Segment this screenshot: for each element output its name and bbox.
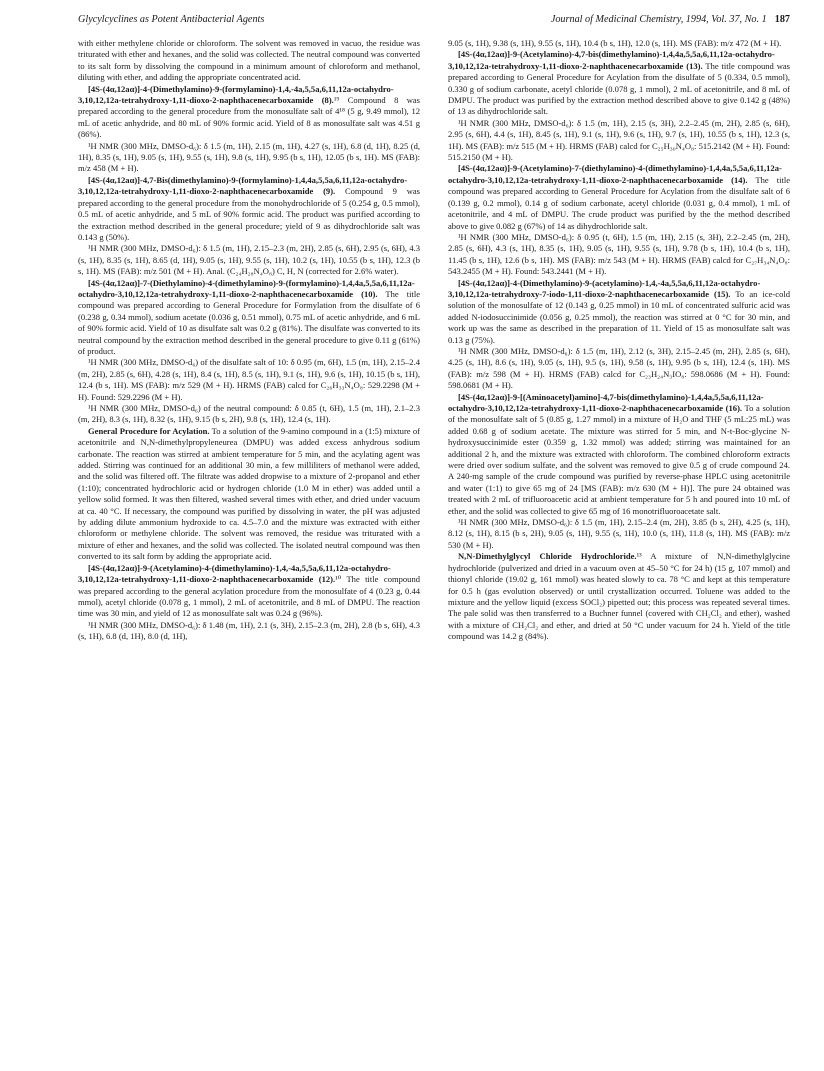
paragraph-text: ¹H NMR (300 MHz, DMSO-d₆): δ 1.5 (m, 1H), 2.15 (m, 1H), 4.27 (s, 1H), 6.8 (d, 1H), 8.25 (d, 1H), 8.35 (s, 1H), 9.05 (s, 1H), 9.55 (s, 1H), 9.8 (s, 1H), 9.95 (b s, 1H), 12.05 (b s, 1H). MS (FAB): m/z 458 (M + H). bbox=[78, 140, 420, 174]
entry-text: The title compound was prepared according to General Procedure for Acylation from the disulfate salt of 6 (0.139 g, 0.2 mmol), 0.14 g of sodium carbonate, acetyl chloride (0.031 g, 0.4 mmol), 1 mL of acetonitrile, and 4 mL of DMPU. The crude product was purified by the the method described above to give 0.082 g (67%) of 14 as dihydrochloride salt. bbox=[448, 174, 790, 231]
compound-entry bbox=[78, 426, 420, 563]
entry-text: The title compound was prepared according to General Procedure for Acylation from the disulfate of 5 (0.334, 0.5 mmol), 0.330 g of sodium carbonate, acetyl chloride (0.078 g, 1 mmol), 2 mL of acetonitrile, and 8 mL of DMPU. The product was purified by the extraction method described above to give 0.142 g (48%) of 13 as dihydrochloride salt. bbox=[448, 60, 790, 117]
paragraph-text: ¹H NMR (300 MHz, DMSO-d₆): δ 1.5 (m, 1H), 2.15–2.4 (m, 2H), 3.85 (b s, 2H), 4.25 (s, 1H), 8.12 (s, 1H), 8.15 (b s, 2H), 9.05 (s, 1H), 9.55 (s, 1H), 10.0 (s, 1H), 11.8 (s, 1H). MS (FAB): m/z 530 (M + H). bbox=[448, 517, 790, 550]
paragraph-text: ¹H NMR (300 MHz, DMSO-d₆) of the disulfate salt of 10: δ 0.95 (m, 6H), 1.5 (m, 1H), 2.15–2.4 (m, 2H), 2.85 (s, 6H), 4.28 (s, 1H), 8.4 (s, 1H), 8.5 (s, 1H), 9.1 (s, 1H), 9.6 (s, 1H), 10.15 (b s, 1H), 12.4 (b s, 1H). MS (FAB): m/z 529 (M + H). HRMS (FAB) calcd for C₂₆H₃₃N₄O₈: 529.2298 (M + H). Found: 529.2296 (M + H). bbox=[78, 357, 420, 402]
compound-entry bbox=[78, 175, 420, 243]
compound-entry bbox=[448, 49, 790, 117]
entry-text: To a solution of the monosulfate salt of 5 (0.85 g, 1.27 mmol) in a mixture of H₂O and THF (5 mL:25 mL) was added 0.68 g of sodium acetate. The mixture was stirred for 5 min, and N-t-Boc-glycine N-hydroxysuccinimide ester (0.359 g, 1.32 mmol) was added; stirring was maintained for an additional 2 h, and the mixture was extracted with chloroform. The combined chloroform extracts were dried over sodium sulfate, and the solvent was removed to give 0.5 g of crude compound 24. A 240-mg sample of the crude compound was purified by reverse-phase HPLC using acetonitrile and water (1:1) to give 65 mg of 24 [MS (FAB): m/z 630 (M + H)]. The pure 24 obtained was treated with 2 mL of trifluoroacetic acid at ambient temperature for 5 h and poured into 10 mL of ether, and the solid was collected to give 65 mg of 16 monotrifluoroacetate salt. bbox=[448, 403, 790, 516]
paragraph-text: ¹H NMR (300 MHz, DMSO-d₆) of the neutral compound: δ 0.85 (t, 6H), 1.5 (m, 1H), 2.1–2.3 (m, 2H), 8.3 (s, 1H), 8.32 (s, 1H), 9.15 (b s, 2H), 9.8 (s, 1H), 12.4 (s, 1H). bbox=[78, 403, 420, 425]
running-head-title: Glycylcyclines as Potent Antibacterial Agents bbox=[78, 14, 265, 25]
two-column-body bbox=[78, 38, 790, 643]
entry-text: To an ice-cold solution of the monosulfate of 12 (0.143 g, 0.25 mmol) in 10 mL of concentrated sulfuric acid was added N-iodosuccinimide (0.056 g, 0.25 mmol), the reaction was stirred at 0 °C for 30 min, and work up was the same as described in the preparation of 11. Yield of 15 as monosulfate salt was 0.13 g (75%). bbox=[448, 288, 790, 345]
compound-title: [4S-(4α,12aα)]-4-(Dimethylamino)-9-(formylamino)-1,4,-4a,5,5a,6,11,12a-octahydro-3,10,12,12a-tetrahydroxy-1,11-dioxo-2-naphthacenecarboxamide (8). bbox=[78, 83, 394, 106]
compound-entry bbox=[448, 392, 790, 517]
page-number: 187 bbox=[774, 14, 790, 25]
paragraph-text: ¹H NMR (300 MHz, DMSO-d₆): δ 1.5 (m, 1H), 2.15–2.3 (m, 2H), 2.85 (s, 6H), 2.95 (s, 6H), 4.3 (s, 1H), 8.35 (s, 1H), 8.65 (d, 1H), 9.05 (s, 1H), 9.55 (s, 1H), 10.2 (s, 1H), 10.55 (b s, 1H), 12.3 (b s, 1H). MS (FAB): m/z 501 (M + H). Anal. (C₂₄H₂₈N₄O₈) C, H, N (corrected for 2.6% water). bbox=[78, 243, 420, 277]
nmr-paragraph bbox=[448, 118, 790, 164]
paragraph-text: 9.05 (s, 1H), 9.38 (s, 1H), 9.55 (s, 1H), 10.4 (b s, 1H), 12.0 (s, 1H). MS (FAB): m/z 472 (M + H). bbox=[448, 38, 782, 48]
compound-title: [4S-(4α,12aα)]-9-(Acetylamino)-4,7-bis(dimethylamino)-1,4,4a,5,5a,6,11,12a-octahydro-3,10,12,12a-tetrahydroxy-1,11-dioxo-2-naphthacenecarboxamide (13). bbox=[448, 49, 775, 71]
nmr-paragraph bbox=[78, 357, 420, 403]
compound-entry bbox=[78, 563, 420, 620]
paragraph-text: ¹H NMR (300 MHz, DMSO-d₆): δ 1.48 (m, 1H), 2.1 (s, 3H), 2.15–2.3 (m, 2H), 2.8 (b s, 6H), 4.3 (s, 1H), 6.8 (d, 1H), 8.0 (d, 1H), bbox=[78, 619, 420, 642]
nmr-paragraph bbox=[78, 141, 420, 175]
paragraph-text: ¹H NMR (300 MHz, DMSO-d₆): δ 0.95 (t, 6H), 1.5 (m, 1H), 2.15 (s, 3H), 2.2–2.45 (m, 2H), 2.85 (s, 6H), 4.3 (s, 1H), 8.35 (s, 1H), 9.05 (s, 1H), 9.55 (s, 1H), 9.78 (b s, 1H), 10.4 (b s, 1H), 11.45 (b s, 1H), 12.6 (b s, 1H). MS (FAB): m/z 543 (M + H). HRMS (FAB) calcd for C₂₇H₃₄N₄O₈: 543.2455 (M + H). Found: 543.2441 (M + H). bbox=[448, 231, 790, 277]
compound-title: [4S-(4α,12aα)]-4-(Dimethylamino)-9-(acetylamino)-1,4,-4a,5,5a,6,11,12a-octahydro-3,10,12,12a-tetrahydroxy-7-iodo-1,11-dioxo-2-naphthacenecarboxamide (15). bbox=[448, 277, 761, 299]
entry-text: ¹⁹ Compound 8 was prepared according to the general procedure from the monosulfate salt of 4¹⁸ (5 g, 9.49 mmol), 12 mL of acetic anhydride, and 80 mL of 90% formic acid. Yield of 8 as monosulfate salt was 4.51 g (86%). bbox=[78, 95, 420, 140]
running-head-journal bbox=[551, 14, 790, 25]
compound-entry bbox=[448, 551, 790, 642]
nmr-paragraph bbox=[448, 232, 790, 278]
entry-text: ¹⁰ The title compound was prepared according to the general acylation procedure from the monosulfate of 4 (0.23 g, 0.44 mmol), acetyl chloride (0.078 g, 1 mmol), 2 mL of acetonitrile, and 8 mL of DMPU. The reaction time was 30 min, and yield of 12 as monosulfate salt was 0.24 g (96%). bbox=[78, 574, 421, 619]
compound-title: [4S-(4α,12aα)]-9-[(Aminoacetyl)amino]-4,7-bis(dimethylamino)-1,4,4a,5,5a,6,11,12a-octahydro-3,10,12,12a-tetrahydroxy-1,11-dioxo-2-naphthacenecarboxamide (16). bbox=[448, 391, 764, 413]
entry-text: Compound 9 was prepared according to the general procedure from the monohydrochloride of 5 (0.254 g, 0.5 mmol), 0.5 mL of acetic anhydride, and 5 mL of 90% formic acid. The product was purified according to the extraction method described in the general procedure; yield of 9 as dihydrochloride salt was 0.143 g (50%). bbox=[78, 186, 420, 242]
nmr-paragraph bbox=[78, 243, 420, 277]
paragraph-text: ¹H NMR (300 MHz, DMSO-d₆): δ 1.5 (m, 1H), 2.15 (s, 3H), 2.2–2.45 (m, 2H), 2.85 (s, 6H), 2.95 (s, 6H), 4.4 (s, 1H), 8.45 (s, 1H), 9.1 (s, 1H), 9.6 (s, 1H), 9.7 (s, 1H), 10.55 (b s, 1H), 12.3 (s, 1H). MS (FAB): m/z 515 (M + H). HRMS (FAB) calcd for C₂₅H₃₀N₄O₈: 515.2142 (M + H). Found: 515.2150 (M + H). bbox=[448, 117, 790, 163]
compound-entry bbox=[78, 278, 420, 358]
compound-title: [4S-(4α,12aα)]-4,7-Bis(dimethylamino)-9-(formylamino)-1,4,4a,5,5a,6,11,12a-octahydro-3,10,12,12a-tetrahydroxy-1,11-dioxo-2-naphthacenecarboxamide (9). bbox=[78, 174, 408, 197]
compound-entry bbox=[78, 84, 420, 141]
entry-text: To a solution of the 9-amino compound in a (1:5) mixture of acetonitrile and N,N-dimethylpropyleneurea (DMPU) was added excess anhydrous sodium carbonate. The reaction was stirred at ambient temperature for 5 min, and the acylating agent was added. Stirring was continued for an additional 30 min, a few milliliters of methanol were added, and the solid was filtered off. The filtrate was added dropwise to a mixture of 2-propanol and ether (1:10); concentrated hydrochloric acid or hydrogen chloride (1.0 M in ether) was added until a yellow solid formed. It was then filtered, washed several times with ether, and dried under vacuum at ca. 40 °C. If necessary, the compound was purified by dissolving in water, the pH was adjusted by adding dilute ammonium hydroxide to ca. 4.5–7.0 and the mixture was extracted with either chloroform or methylene chloride. The solvent was removed, the residue was triturated with a mixture of ether and hexanes, and the solid was collected. The isolated neutral compound was then converted to its salt form by adding the appropriate acid. bbox=[78, 425, 420, 562]
continued-paragraph bbox=[78, 38, 420, 84]
compound-entry bbox=[448, 278, 790, 346]
compound-title: General Procedure for Acylation. bbox=[88, 425, 210, 436]
nmr-paragraph bbox=[448, 346, 790, 392]
compound-title: N,N-Dimethylglycyl Chloride Hydrochloride. bbox=[458, 551, 637, 562]
left-column bbox=[78, 38, 420, 643]
paragraph-text: with either methylene chloride or chloroform. The solvent was removed in vacuo, the residue was triturated with ether and hexanes, and the solid was collected. The neutral compound was converted to its salt form by dissolving the compound in a minimum amount of chloroform and methanol, diluting with ether, and adding the appropriate concentrated acid. bbox=[78, 38, 420, 83]
continued-paragraph bbox=[448, 38, 790, 49]
paragraph-text: ¹H NMR (300 MHz, DMSO-d₆): δ 1.5 (m, 1H), 2.12 (s, 3H), 2.15–2.45 (m, 2H), 2.85 (s, 6H), 4.25 (s, 1H), 8.6 (s, 1H), 9.05 (s, 1H), 9.5 (s, 1H), 9.58 (s, 1H), 9.95 (b s, 1H), 12.4 (s, 1H). MS (FAB): m/z 598 (M + H). HRMS (FAB) calcd for C₂₃H₂₄N₃IO₈: 598.0686 (M + H). Found: 598.0681 (M + H). bbox=[448, 345, 790, 391]
right-column bbox=[448, 38, 790, 643]
nmr-paragraph bbox=[78, 403, 420, 426]
nmr-paragraph bbox=[448, 517, 790, 551]
nmr-paragraph bbox=[78, 620, 420, 643]
journal-citation: Journal of Medicinal Chemistry, 1994, Vol. 37, No. 1 bbox=[550, 14, 767, 25]
compound-title: [4S-(4α,12aα)]-7-(Diethylamino)-4-(dimethylamino)-9-(formylamino)-1,4,4a,5,5a,6,11,12a-octahydro-3,10,12,12a-tetrahydroxy-1,11-dioxo-2-naphthacenecarboxamide (10). bbox=[78, 277, 415, 299]
compound-title: [4S-(4α,12aα)]-9-(Acetylamino)-7-(diethylamino)-4-(dimethylamino)-1,4,4a,5,5a,6,11,12a-octahydro-3,10,12,12a-tetrahydroxy-1,11-dioxo-2-naphthacenecarboxamide (14). bbox=[448, 163, 782, 185]
compound-entry bbox=[448, 163, 790, 231]
compound-title: [4S-(4α,12aα)]-9-(Acetylamino)-4-(dimethylamino)-1,4,-4a,5,5a,6,11,12a-octahydro-3,10,12,12a-tetrahydroxy-1,11-dioxo-2-naphthacenecarboxamide (12). bbox=[78, 562, 391, 585]
entry-text: ¹³ A mixture of N,N-dimethylglycine hydrochloride (pulverized and dried in a vacuum oven at 45–50 °C for 24 h) (15 g, 107 mmol) and thionyl chloride (19.02 g, 161 mmol) was heated slowly to ca. 78 °C and kept at this temperature for 0.5 h (gas evolution observed) or until crystallization occurred. Toluene was added to the mixture and the yellow liquid (excess SOCl₂) pipetted out; this process was repeated several times. The pale solid was then transferred to a Buchner funnel (covered with CH₂Cl₂ and ether), washed with a mixture of CH₂Cl₂ and ether, and dried at 50 °C under vacuum for 24 h. Yield of the title compound was 14.2 g (84%). bbox=[448, 551, 790, 642]
running-head bbox=[78, 14, 790, 34]
entry-text: The title compound was prepared according to General Procedure for Formylation from the disulfate of 6 (0.238 g, 0.34 mmol), sodium acetate (0.036 g, 0.51 mmol), 0.75 mL of acetic anhydride, and 6 mL of 90% formic acid. Yield of 10 as disulfate salt was 0.2 g (81%). The disulfate was converted to its neutral compound by the extraction method described in the general procedure to give 0.11 g (61%) of product. bbox=[78, 288, 420, 356]
